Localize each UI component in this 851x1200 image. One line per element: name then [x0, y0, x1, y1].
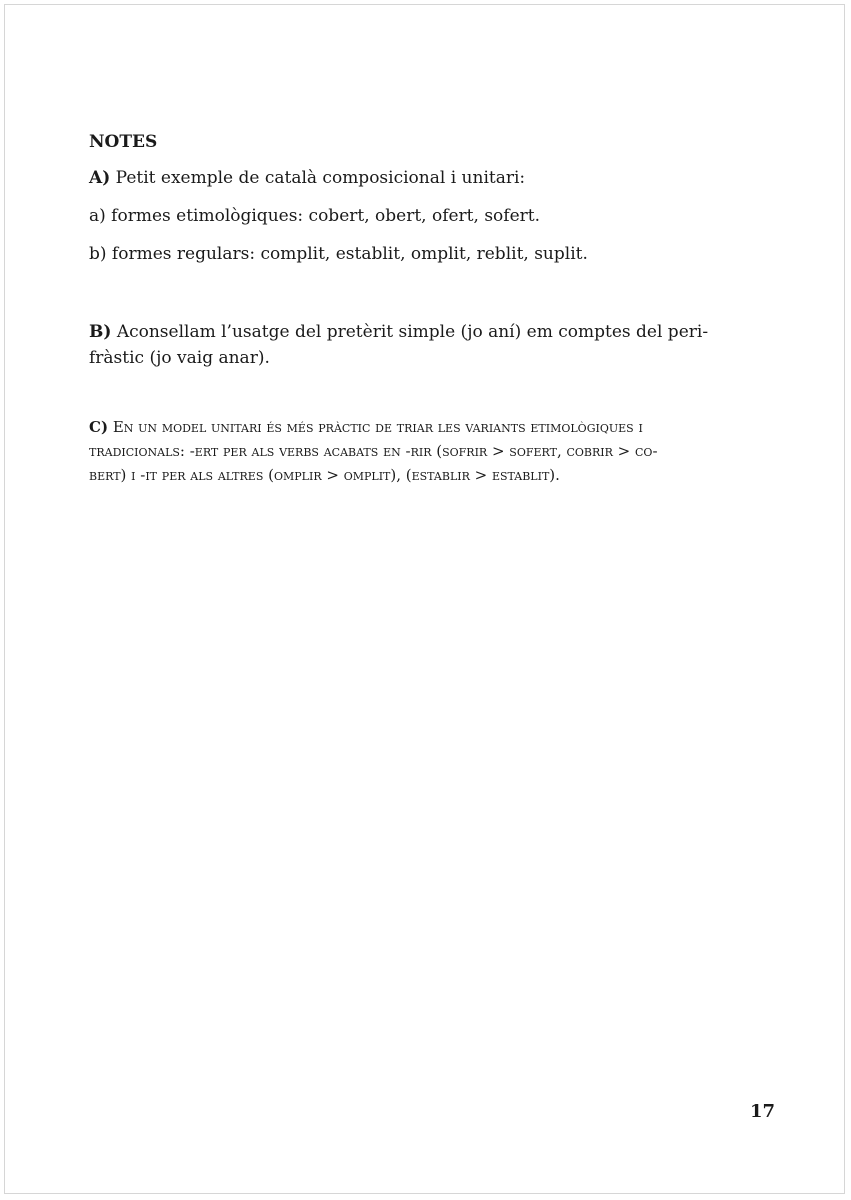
page-number: 17: [749, 1101, 775, 1122]
notes-heading: NOTES: [89, 132, 158, 152]
note-a-item-regular: b) formes regulars: complit, establit, omplit, reblit, suplit.: [89, 244, 588, 264]
note-c-text-1: En un model unitari és més pràctic de triar les variants etimològiques i: [108, 418, 643, 436]
note-c: [89, 415, 775, 487]
note-b-line-1: [89, 319, 775, 345]
note-c-line-2: tradicionals: -ert per als verbs acabats en -rir (sofrir > sofert, cobrir > co-: [89, 442, 658, 460]
note-c-line-3: bert) i -it per als altres (omplir > omplit), (establir > establit).: [89, 466, 560, 484]
note-a-item-etymological: a) formes etimològiques: cobert, obert, ofert, sofert.: [89, 206, 540, 226]
note-a-marker: A): [89, 168, 111, 188]
note-b-text-1: Aconsellam l’usatge del pretèrit simple (jo aní) em comptes del peri-: [111, 322, 709, 342]
note-b: [89, 319, 775, 371]
note-c-marker: C): [89, 418, 109, 436]
document-page: [4, 4, 845, 1194]
note-a: [89, 165, 775, 191]
note-a-text: Petit exemple de català composicional i unitari:: [110, 168, 526, 188]
note-c-line-1: [89, 415, 775, 439]
note-b-marker: B): [89, 322, 112, 342]
note-b-line-2: fràstic (jo vaig anar).: [89, 348, 270, 368]
notes-section: [89, 129, 775, 487]
